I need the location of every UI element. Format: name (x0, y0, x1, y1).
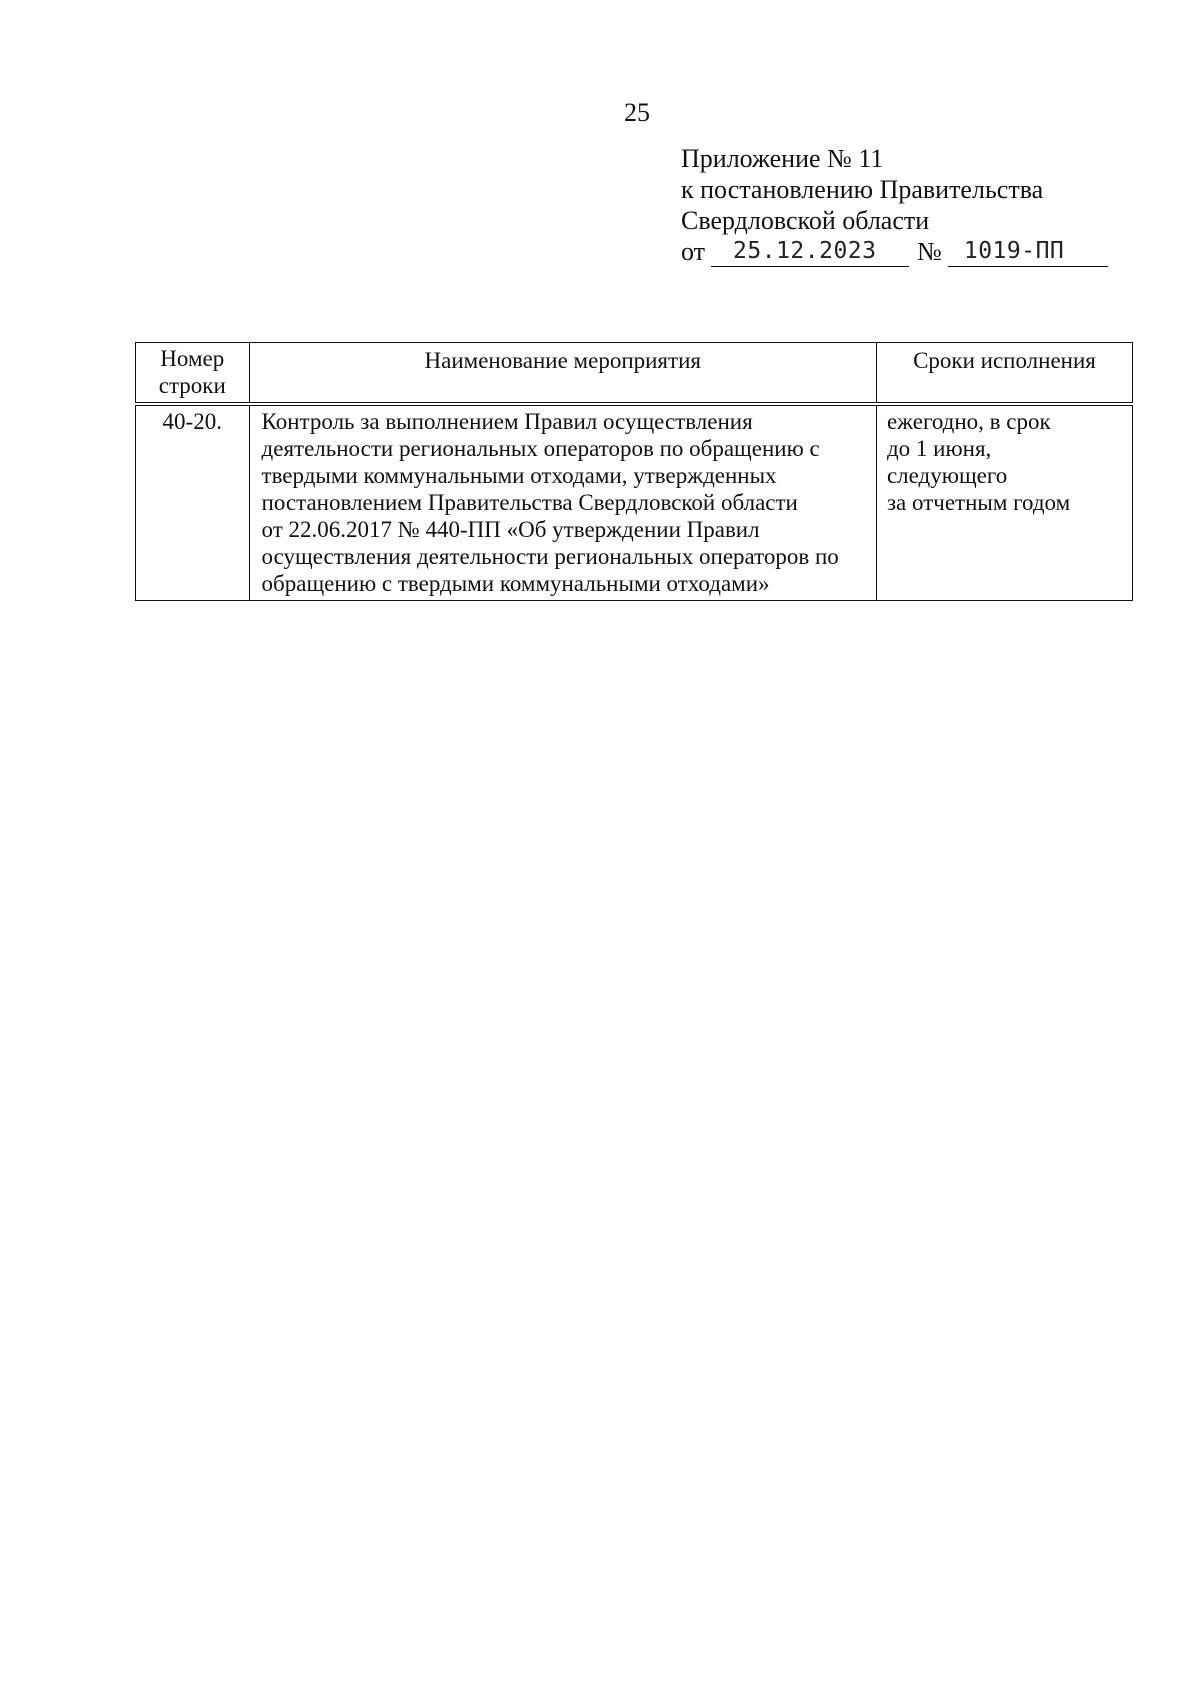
event-name-line: обращению с твердыми коммунальными отходами» (261, 571, 770, 596)
header-row-number-line: строки (158, 373, 226, 398)
header-row-number-line: Номер (160, 346, 225, 371)
deadline-line: ежегодно, в срок (886, 409, 1051, 434)
number-sign: № (917, 237, 942, 266)
appendix-date-number-line (681, 236, 1121, 267)
event-name-line: Контроль за выполнением Правил осуществления (261, 409, 753, 434)
date-prefix: от (681, 237, 706, 266)
row-number-cell: 40-20. (136, 404, 250, 601)
event-name-line: твердыми коммунальными отходами, утвержденных (261, 463, 777, 488)
appendix-resolution-ref: к постановлению Правительства (681, 175, 1044, 204)
page-number: 25 (624, 98, 650, 127)
resolution-number: 1019-ПП (948, 238, 1108, 267)
deadline-line: до 1 июня, (886, 436, 992, 461)
appendix-header (681, 143, 1121, 267)
deadline-cell (876, 404, 1132, 601)
appendix-region: Свердловской области (681, 206, 930, 235)
event-name-line: осуществления деятельности региональных операторов по (261, 544, 839, 569)
events-table (135, 342, 1133, 601)
appendix-title: Приложение № 11 (681, 144, 884, 173)
header-deadline: Сроки исполнения (876, 343, 1132, 405)
event-name-line: постановлением Правительства Свердловской области (261, 490, 798, 515)
header-row-number (136, 343, 250, 405)
event-name-line: от 22.06.2017 № 440-ПП «Об утверждении Правил (261, 517, 760, 542)
resolution-date: 25.12.2023 (711, 238, 909, 267)
event-name-line: деятельности региональных операторов по обращению с (261, 436, 820, 461)
deadline-line: следующего (886, 463, 1008, 488)
header-event-name: Наименование мероприятия (249, 343, 876, 405)
deadline-line: за отчетным годом (886, 490, 1071, 515)
event-name-cell (249, 404, 876, 601)
table-row (136, 404, 1133, 601)
table-header-row (136, 343, 1133, 405)
